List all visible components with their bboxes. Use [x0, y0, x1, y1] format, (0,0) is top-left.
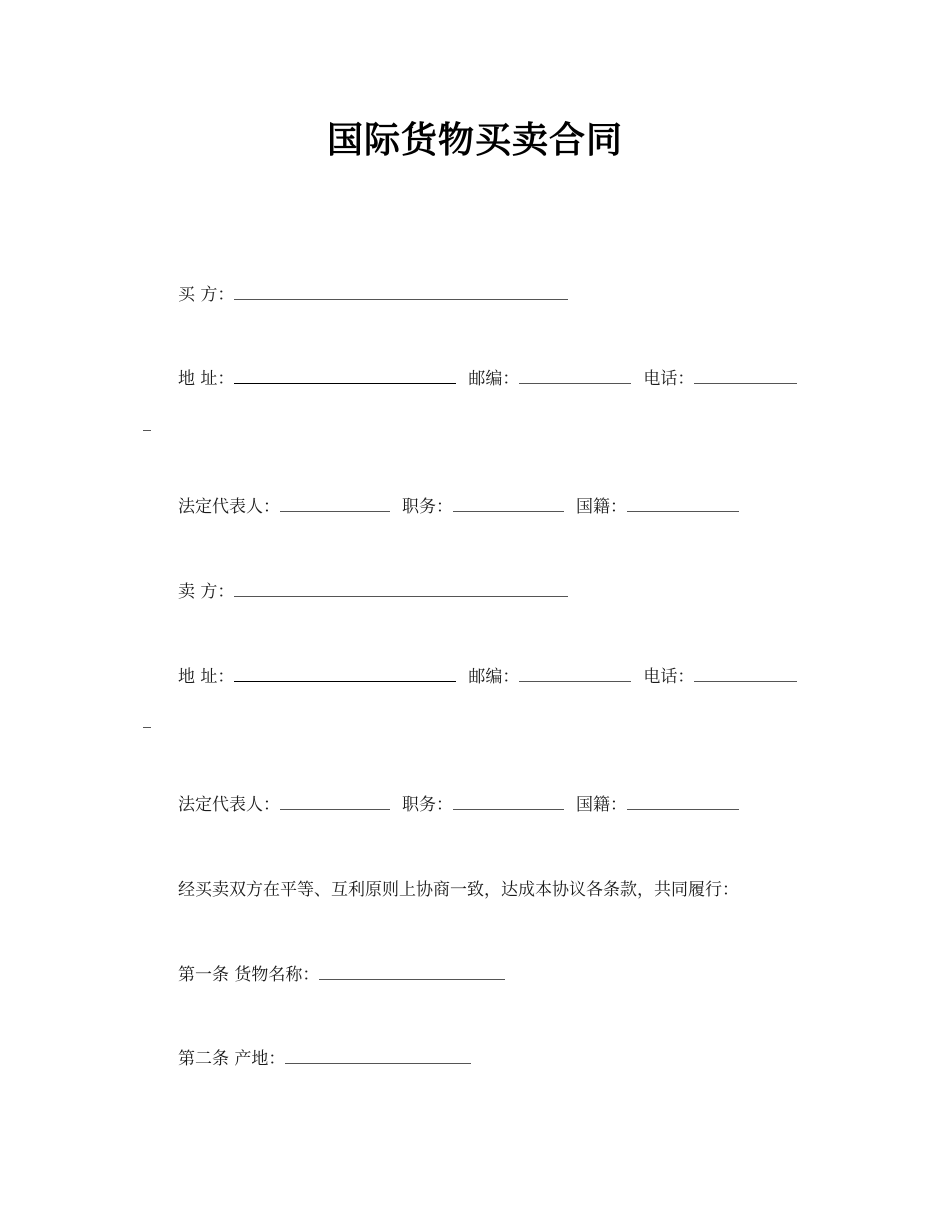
article-1-line — [178, 963, 505, 987]
seller-line — [178, 580, 568, 604]
article-1-label: 第一条 货物名称： — [178, 965, 320, 985]
buyer-phone-blank-overflow — [143, 430, 151, 431]
seller-phone-blank-overflow — [143, 727, 151, 728]
buyer-phone-label: 电话： — [643, 369, 695, 389]
buyer-representative-line — [178, 495, 739, 519]
seller-representative-line — [178, 793, 739, 817]
seller-phone-blank[interactable] — [694, 667, 797, 682]
seller-nationality-label: 国籍： — [576, 795, 627, 815]
seller-postcode-label: 邮编： — [468, 667, 520, 687]
buyer-position-blank[interactable] — [453, 497, 564, 512]
seller-legal-rep-blank[interactable] — [280, 795, 390, 810]
buyer-nationality-label: 国籍： — [576, 497, 627, 517]
seller-postcode-blank[interactable] — [519, 667, 631, 682]
buyer-address-line — [178, 367, 797, 391]
seller-address-label: 地 址： — [178, 667, 235, 687]
article-2-label: 第二条 产地： — [178, 1049, 286, 1069]
seller-phone-label: 电话： — [643, 667, 695, 687]
seller-legal-rep-label: 法定代表人： — [178, 795, 280, 815]
origin-blank[interactable] — [285, 1049, 471, 1064]
seller-label: 卖 方： — [178, 582, 235, 602]
seller-name-blank[interactable] — [234, 582, 568, 597]
page-title: 国际货物买卖合同 — [326, 120, 623, 161]
seller-position-label: 职务： — [402, 795, 453, 815]
buyer-position-label: 职务： — [402, 497, 453, 517]
buyer-nationality-blank[interactable] — [627, 497, 739, 512]
seller-address-line — [178, 665, 797, 689]
goods-name-blank[interactable] — [319, 965, 505, 980]
seller-position-blank[interactable] — [453, 795, 564, 810]
buyer-phone-blank[interactable] — [694, 369, 797, 384]
contract-preamble: 经买卖双方在平等、互利原则上协商一致，达成本协议各条款，共同履行： — [178, 880, 739, 900]
buyer-name-blank[interactable] — [234, 285, 568, 300]
buyer-label: 买 方： — [178, 285, 235, 305]
buyer-address-label: 地 址： — [178, 369, 235, 389]
seller-address-blank[interactable] — [234, 667, 456, 682]
buyer-legal-rep-label: 法定代表人： — [178, 497, 280, 517]
buyer-legal-rep-blank[interactable] — [280, 497, 390, 512]
article-2-line — [178, 1047, 471, 1071]
buyer-postcode-label: 邮编： — [468, 369, 520, 389]
buyer-postcode-blank[interactable] — [519, 369, 631, 384]
buyer-line — [178, 283, 568, 307]
seller-nationality-blank[interactable] — [627, 795, 739, 810]
buyer-address-blank[interactable] — [234, 369, 456, 384]
